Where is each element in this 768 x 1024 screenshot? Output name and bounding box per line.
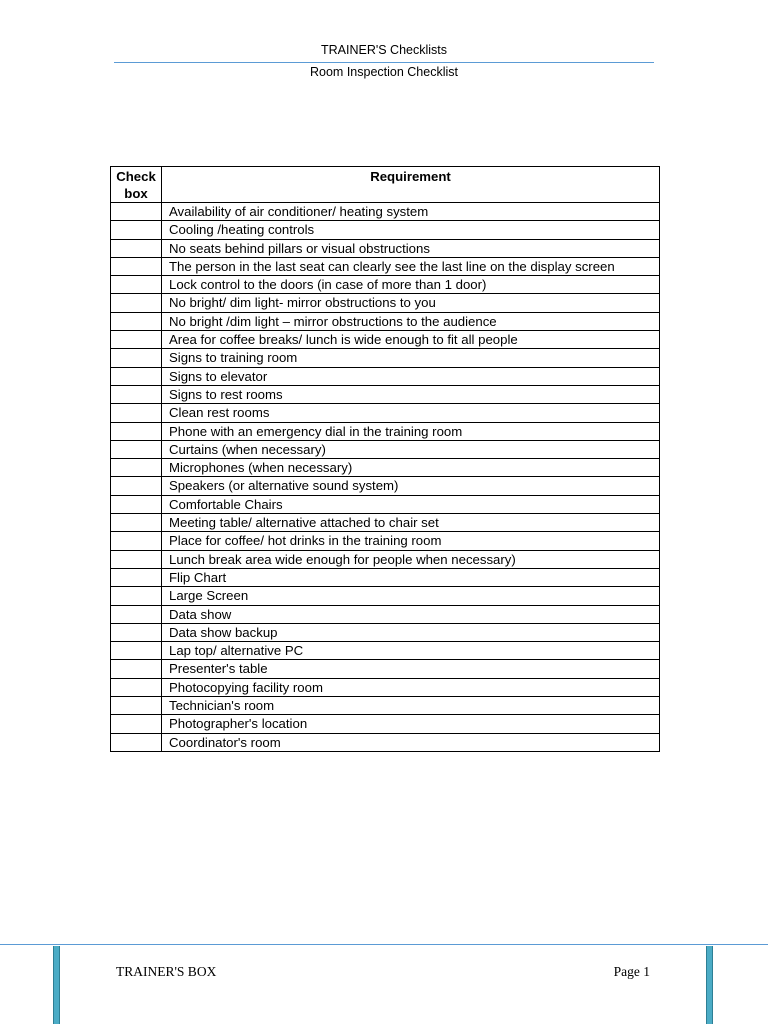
footer-right-accent-bar [706,946,713,1024]
check-box-cell[interactable] [111,294,162,312]
requirement-cell: No bright /dim light – mirror obstructions to the audience [162,312,660,330]
check-box-cell[interactable] [111,221,162,239]
table-row [111,385,660,403]
requirement-cell: Speakers (or alternative sound system) [162,477,660,495]
check-box-cell[interactable] [111,623,162,641]
table-row [111,495,660,513]
table-row [111,550,660,568]
table-row [111,422,660,440]
requirement-cell: Data show [162,605,660,623]
column-header-requirement: Requirement [162,167,660,203]
requirement-cell: Signs to rest rooms [162,385,660,403]
check-box-cell[interactable] [111,312,162,330]
requirement-cell: Data show backup [162,623,660,641]
check-box-cell[interactable] [111,514,162,532]
check-box-cell[interactable] [111,257,162,275]
check-box-cell[interactable] [111,660,162,678]
requirement-cell: Signs to elevator [162,367,660,385]
check-box-cell[interactable] [111,276,162,294]
check-box-cell[interactable] [111,203,162,221]
footer-divider [0,944,768,945]
requirement-cell: Lap top/ alternative PC [162,642,660,660]
check-box-cell[interactable] [111,642,162,660]
requirement-cell: Presenter's table [162,660,660,678]
header-divider [114,62,654,63]
table-row [111,660,660,678]
table-row [111,733,660,751]
check-box-cell[interactable] [111,568,162,586]
table-row [111,349,660,367]
table-row [111,440,660,458]
requirement-cell: Coordinator's room [162,733,660,751]
table-row [111,514,660,532]
check-box-cell[interactable] [111,349,162,367]
document-title: TRAINER'S Checklists [320,43,448,57]
table-row [111,331,660,349]
table-body [111,203,660,752]
table-row [111,459,660,477]
table-row [111,203,660,221]
table-row [111,294,660,312]
table-row [111,678,660,696]
requirement-cell: Cooling /heating controls [162,221,660,239]
document-subtitle: Room Inspection Checklist [310,65,458,79]
table-row [111,477,660,495]
check-box-cell[interactable] [111,733,162,751]
table-row [111,404,660,422]
table-row [111,697,660,715]
check-box-cell[interactable] [111,550,162,568]
inspection-checklist-table [110,166,660,752]
requirement-cell: Large Screen [162,587,660,605]
table-row [111,568,660,586]
table-row [111,367,660,385]
table-header-row [111,167,660,203]
requirement-cell: Microphones (when necessary) [162,459,660,477]
table-row [111,312,660,330]
requirement-cell: No seats behind pillars or visual obstructions [162,239,660,257]
check-box-cell[interactable] [111,678,162,696]
table-row [111,715,660,733]
check-box-cell[interactable] [111,440,162,458]
requirement-cell: The person in the last seat can clearly see the last line on the display screen [162,257,660,275]
check-box-cell[interactable] [111,422,162,440]
requirement-cell: Area for coffee breaks/ lunch is wide enough to fit all people [162,331,660,349]
requirement-cell: Technician's room [162,697,660,715]
footer-brand: TRAINER'S BOX [116,964,217,979]
requirement-cell: Phone with an emergency dial in the training room [162,422,660,440]
check-box-cell[interactable] [111,239,162,257]
requirement-cell: Comfortable Chairs [162,495,660,513]
check-box-cell[interactable] [111,477,162,495]
requirement-cell: Flip Chart [162,568,660,586]
table-row [111,239,660,257]
table-row [111,532,660,550]
check-box-cell[interactable] [111,385,162,403]
table-row [111,605,660,623]
requirement-cell: Clean rest rooms [162,404,660,422]
check-box-cell[interactable] [111,367,162,385]
check-box-cell[interactable] [111,404,162,422]
requirement-cell: No bright/ dim light- mirror obstructions to you [162,294,660,312]
check-box-cell[interactable] [111,605,162,623]
requirement-cell: Availability of air conditioner/ heating system [162,203,660,221]
table-row [111,642,660,660]
check-box-cell[interactable] [111,587,162,605]
requirement-cell: Lunch break area wide enough for people when necessary) [162,550,660,568]
requirement-cell: Curtains (when necessary) [162,440,660,458]
check-box-cell[interactable] [111,532,162,550]
check-box-cell[interactable] [111,715,162,733]
table-row [111,276,660,294]
check-box-cell[interactable] [111,697,162,715]
requirement-cell: Photographer's location [162,715,660,733]
requirement-cell: Lock control to the doors (in case of more than 1 door) [162,276,660,294]
footer-left-accent-bar [53,946,60,1024]
requirement-cell: Meeting table/ alternative attached to chair set [162,514,660,532]
page-number: Page 1 [613,964,650,979]
requirement-cell: Signs to training room [162,349,660,367]
requirement-cell: Place for coffee/ hot drinks in the training room [162,532,660,550]
check-box-cell[interactable] [111,331,162,349]
check-box-cell[interactable] [111,495,162,513]
table-row [111,257,660,275]
table-row [111,221,660,239]
check-box-cell[interactable] [111,459,162,477]
table-row [111,587,660,605]
column-header-check-box: Check box [111,167,162,203]
requirement-cell: Photocopying facility room [162,678,660,696]
table-row [111,623,660,641]
